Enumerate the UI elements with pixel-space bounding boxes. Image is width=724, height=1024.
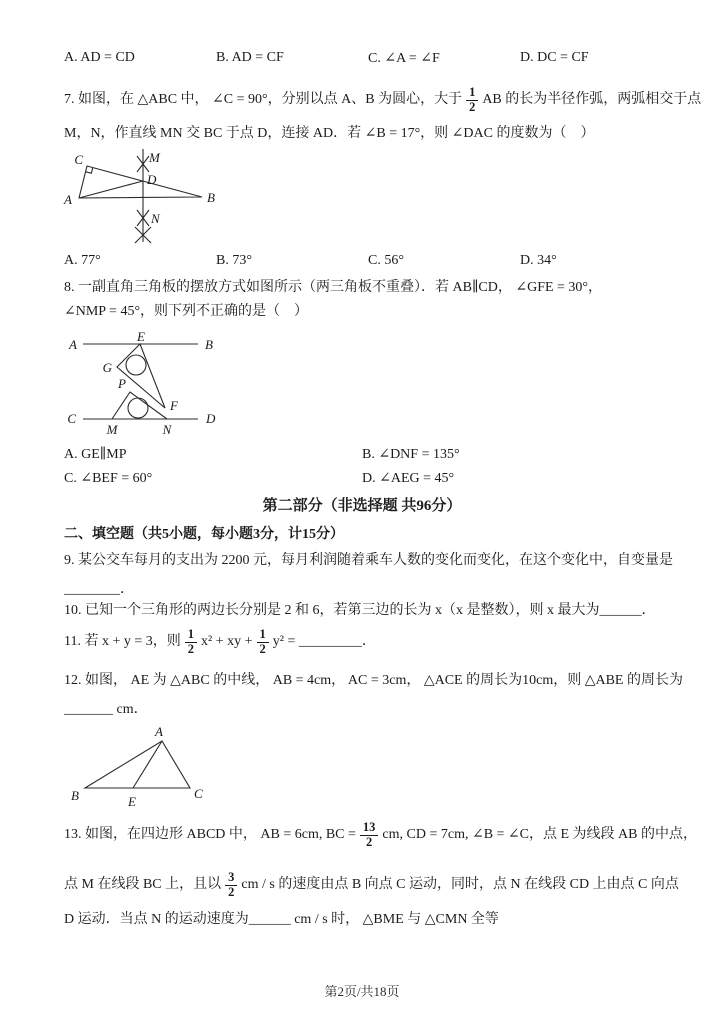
prev-option-a: A. AD = CD: [64, 50, 135, 65]
fraction-denominator: 2: [187, 641, 195, 656]
setsquare-hole-lower: [128, 398, 148, 418]
fraction-denominator: 2: [366, 834, 373, 849]
prev-option-b: B. AD = CF: [216, 50, 284, 65]
question-7-text-cont: AB 的长为半径作弧，两弧相交于点: [482, 92, 702, 107]
fill-in-section-header: 二、填空题（共5小题，每小题3分，计15分）: [64, 527, 344, 542]
point-label-f: F: [170, 398, 178, 413]
question-9-answer-blank: ________．: [64, 582, 134, 597]
fraction-denominator: 2: [469, 99, 476, 114]
question-9-line-1: 9. 某公交车每月的支出为 2200 元，每月利润随着乘车人数的变化而变化，在这个变化中，自变量是: [64, 553, 673, 568]
point-label-d: D: [147, 172, 157, 187]
point-label-e: E: [137, 330, 145, 344]
question-13-text-cont: cm, CD = 7cm, ∠B = ∠C，点 E 为线段 AB 的中点，: [382, 827, 698, 842]
question-13-text-2: 点 M 在线段 BC 上，且以: [64, 877, 222, 892]
point-label-g: G: [102, 360, 112, 375]
fraction-thirteen-halves: [360, 821, 379, 850]
q7-option-c: C. 56°: [368, 253, 404, 268]
question-11-text-mid: x² + xy +: [201, 634, 253, 649]
point-label-a: A: [69, 337, 77, 352]
fraction-numerator: 13: [360, 821, 379, 836]
question-7-line-1: [64, 83, 701, 117]
point-label-e: E: [128, 794, 136, 809]
prev-option-c: C. ∠A = ∠F: [368, 51, 440, 66]
q8-option-d: D. ∠AEG = 45°: [362, 471, 455, 486]
question-11-line-1: [64, 625, 376, 659]
point-label-c: C: [67, 411, 76, 426]
point-label-n: N: [151, 211, 160, 226]
point-label-a: A: [64, 192, 72, 207]
point-label-d: D: [206, 411, 216, 426]
q7-option-d: D. 34°: [520, 253, 557, 268]
point-label-b: B: [207, 190, 215, 205]
question-8-figure: [55, 330, 225, 438]
question-13-line-2: [64, 867, 679, 903]
question-12-answer-blank: _______ cm．: [64, 702, 148, 717]
fraction-three-halves: [225, 871, 237, 900]
point-label-p: P: [118, 376, 126, 391]
point-label-n: N: [162, 422, 172, 437]
question-13-text-2-cont: cm / s 的速度由点 B 向点 C 运动，同时，点 N 在线段 CD 上由点 C 向点: [241, 877, 679, 892]
fraction-numerator: 1: [185, 628, 197, 643]
question-10-line-1: 10. 已知一个三角形的两边长分别是 2 和 6，若第三边的长为 x（x 是整数），则 x 最大为______．: [64, 603, 656, 618]
question-8-line-1: 8. 一副直角三角板的摆放方式如图所示（两三角板不重叠）．若 AB∥CD， ∠GFE = 30°，: [64, 280, 603, 295]
q8-option-c: C. ∠BEF = 60°: [64, 471, 153, 486]
fraction-one-half-2: [257, 628, 269, 657]
section-2-title: 第二部分（非选择题 共96分）: [262, 498, 462, 514]
question-13-line-1: [64, 817, 697, 853]
point-label-b: B: [205, 337, 213, 352]
page-number-footer: 第2页/共18页: [324, 984, 400, 999]
point-label-c: C: [194, 786, 203, 801]
median-ae: [133, 741, 162, 788]
question-11-text: 11. 若 x + y = 3，则: [64, 634, 181, 649]
fraction-one-half: [466, 86, 478, 115]
question-13-line-3: D 运动．当点 N 的运动速度为______ cm / s 时， △BME 与 △CMN 全等: [64, 912, 499, 927]
question-8-line-2: ∠NMP = 45°，则下列不正确的是（ ）: [64, 304, 309, 319]
segment-ad: [79, 181, 143, 198]
q7-option-b: B. 73°: [216, 253, 252, 268]
point-label-b: B: [71, 788, 79, 803]
question-11-text-post: y² = _________．: [272, 634, 376, 649]
question-7-text: 7. 如图，在 △ABC 中， ∠C = 90°，分别以点 A、B 为圆心，大于: [64, 92, 463, 107]
question-7-figure: [50, 146, 240, 248]
prev-option-d: D. DC = CF: [520, 50, 589, 65]
fraction-one-half-1: [185, 628, 197, 657]
question-7-line-2: M，N，作直线 MN 交 BC 于点 D，连接 AD．若 ∠B = 17°，则 ∠DAC 的度数为（ ）: [64, 126, 595, 141]
triangle-mpn: [112, 392, 167, 419]
fraction-numerator: 1: [466, 86, 478, 101]
question-12-figure: [55, 722, 215, 810]
fraction-numerator: 3: [225, 871, 237, 886]
point-label-c: C: [74, 152, 83, 167]
fraction-denominator: 2: [259, 641, 266, 656]
point-label-m: M: [106, 422, 118, 437]
point-label-a: A: [155, 724, 163, 739]
fraction-numerator: 1: [257, 628, 269, 643]
q8-option-b: B. ∠DNF = 135°: [362, 447, 460, 462]
point-label-m: M: [149, 150, 160, 165]
question-13-text: 13. 如图，在四边形 ABCD 中， AB = 6cm, BC =: [64, 827, 356, 842]
q7-option-a: A. 77°: [64, 253, 101, 268]
q8-option-a: A. GE∥MP: [64, 447, 127, 462]
fraction-denominator: 2: [228, 884, 235, 899]
setsquare-hole-upper: [126, 355, 146, 375]
question-12-line-1: 12. 如图， AE 为 △ABC 的中线， AB = 4cm， AC = 3cm， △ACE 的周长为10cm，则 △ABE 的周长为: [64, 673, 683, 688]
